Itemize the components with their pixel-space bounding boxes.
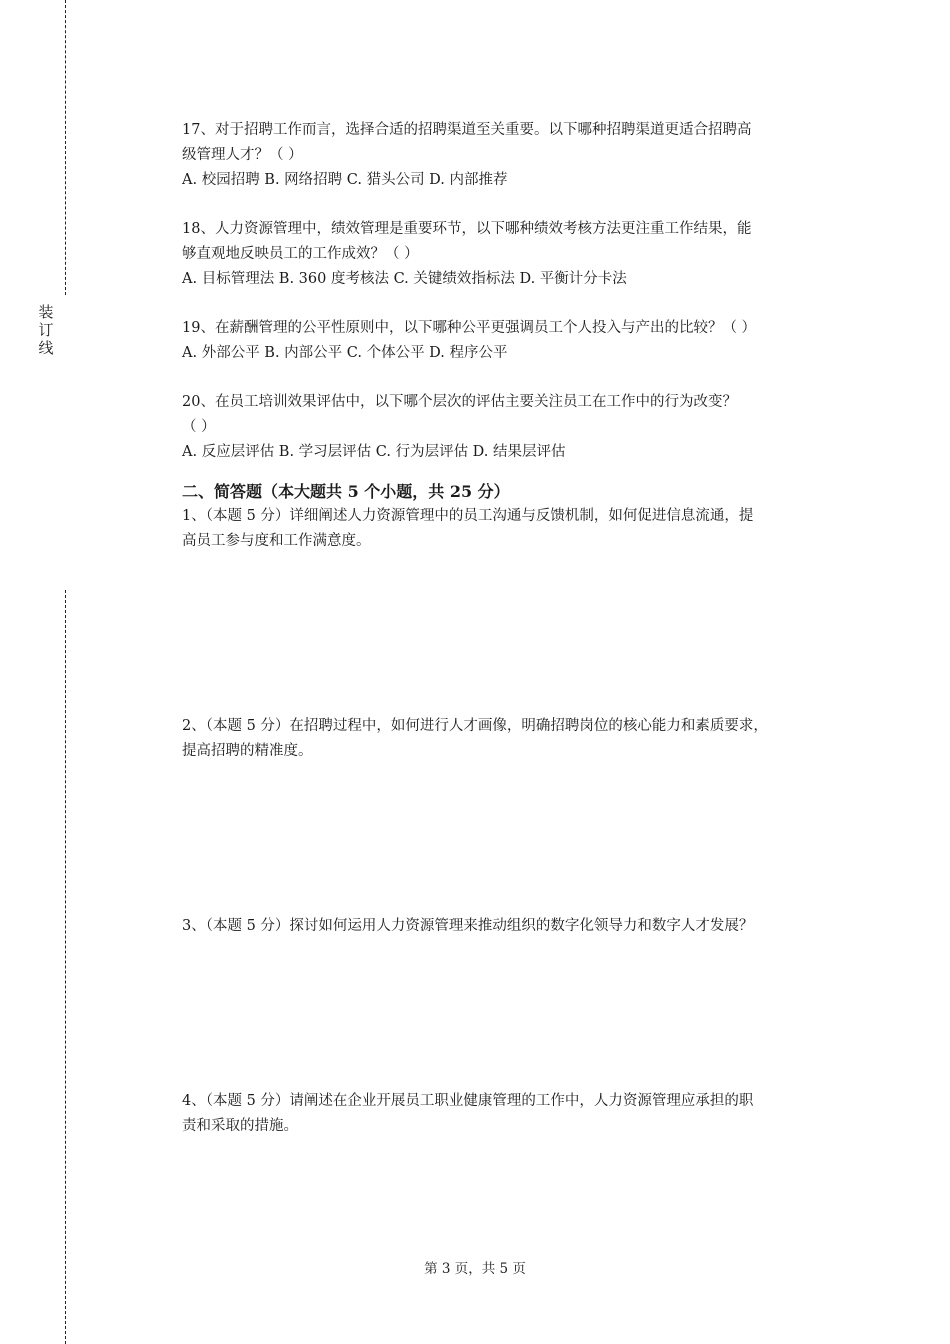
question-20 — [182, 390, 842, 465]
question-19 — [182, 316, 842, 366]
binding-line-bottom — [65, 590, 66, 1344]
section-title-short-answer: 二、简答题（本大题共 5 个小题，共 25 分） — [182, 482, 510, 501]
short-answer-text: 责和采取的措施。 — [182, 1118, 298, 1134]
question-18 — [182, 217, 842, 292]
question-options: A. 校园招聘 B. 网络招聘 C. 猎头公司 D. 内部推荐 — [182, 172, 508, 188]
binding-line-top — [65, 0, 66, 295]
question-17 — [182, 118, 842, 193]
short-answer-2 — [182, 714, 850, 764]
question-options: A. 外部公平 B. 内部公平 C. 个体公平 D. 程序公平 — [182, 345, 508, 361]
binding-label-char: 订 — [38, 321, 54, 339]
short-answer-text: 高员工参与度和工作满意度。 — [182, 533, 371, 549]
question-stem: 19、在薪酬管理的公平性原则中，以下哪种公平更强调员工个人投入与产出的比较？（ ） — [182, 320, 757, 336]
question-stem: 20、在员工培训效果评估中，以下哪个层次的评估主要关注员工在工作中的行为改变？ — [182, 394, 737, 410]
question-stem: （ ） — [182, 419, 216, 435]
short-answer-text: 4、（本题 5 分）请阐述在企业开展员工职业健康管理的工作中，人力资源管理应承担的职 — [182, 1093, 754, 1109]
question-stem: 级管理人才？（ ） — [182, 147, 303, 163]
short-answer-3 — [182, 914, 850, 939]
short-answer-1 — [182, 504, 842, 554]
short-answer-text: 提高招聘的精准度。 — [182, 743, 313, 759]
short-answer-text: 1、（本题 5 分）详细阐述人力资源管理中的员工沟通与反馈机制，如何促进信息流通，提 — [182, 508, 754, 524]
question-options: A. 目标管理法 B. 360 度考核法 C. 关键绩效指标法 D. 平衡计分卡法 — [182, 271, 627, 287]
short-answer-text: 3、（本题 5 分）探讨如何运用人力资源管理来推动组织的数字化领导力和数字人才发展？ — [182, 918, 754, 934]
short-answer-text: 2、（本题 5 分）在招聘过程中，如何进行人才画像，明确招聘岗位的核心能力和素质要求， — [182, 718, 768, 734]
binding-line-label — [38, 303, 54, 357]
page-number: 第 3 页，共 5 页 — [424, 1261, 526, 1277]
question-stem: 18、人力资源管理中，绩效管理是重要环节，以下哪种绩效考核方法更注重工作结果，能 — [182, 221, 752, 237]
question-options: A. 反应层评估 B. 学习层评估 C. 行为层评估 D. 结果层评估 — [182, 444, 566, 460]
question-stem: 够直观地反映员工的工作成效？（ ） — [182, 246, 419, 262]
question-stem: 17、对于招聘工作而言，选择合适的招聘渠道至关重要。以下哪种招聘渠道更适合招聘高 — [182, 122, 752, 138]
multiple-choice-section — [182, 118, 842, 554]
binding-label-char: 线 — [38, 339, 54, 357]
binding-label-char: 装 — [38, 303, 54, 321]
short-answer-4 — [182, 1089, 850, 1139]
